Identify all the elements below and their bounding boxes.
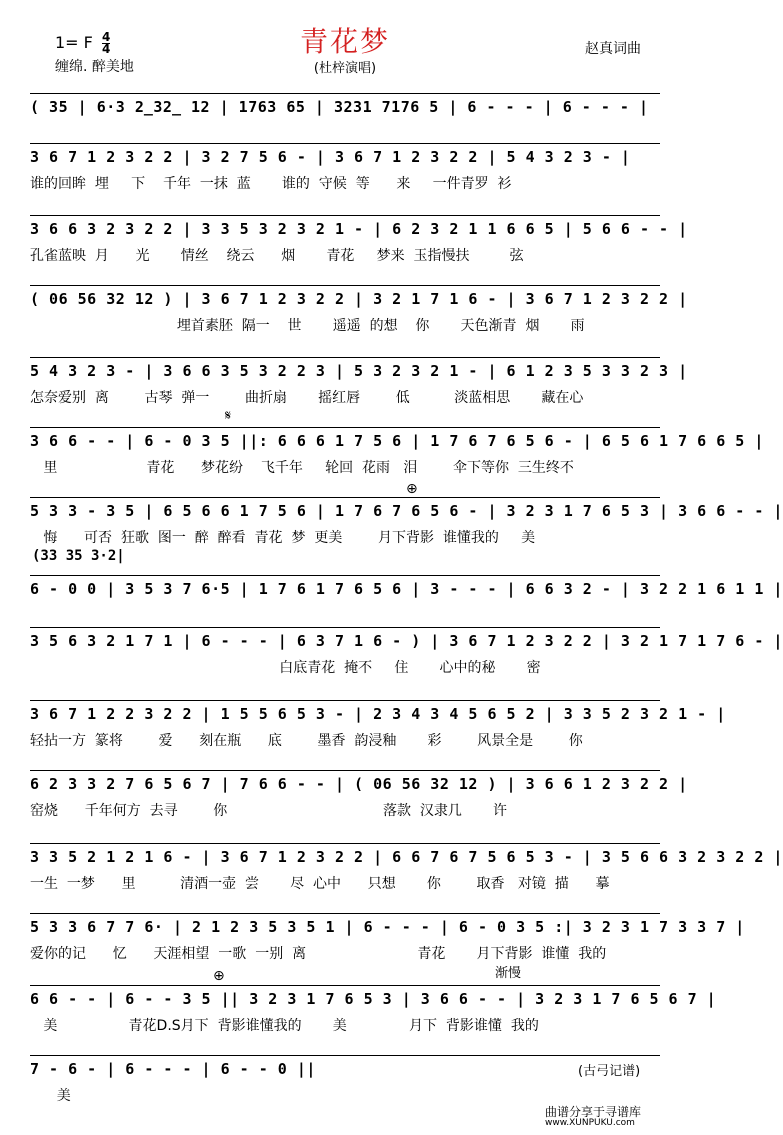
score-row	[30, 913, 745, 963]
song-title: 青花梦	[299, 25, 390, 58]
score-row	[30, 575, 783, 625]
lyric-line	[30, 605, 660, 625]
notation-line: ( 35 | 6·3 2̲32̲ 12 | 1763 65 | 3231 7176 5 | 6 - - - | 6 - - - |	[30, 93, 660, 120]
meter-bottom: 4	[101, 42, 111, 56]
lyric-line: 里 青花 梦花纷 飞千年 轮回 花雨 泪 伞下等你 三生终不	[30, 460, 574, 476]
site-text: 曲谱分享于寻谱库	[545, 1105, 642, 1119]
jianman-mark: 渐慢	[495, 966, 522, 981]
score-row	[30, 627, 783, 677]
score-row	[30, 285, 688, 335]
lyric-line: 怎奈爱别 离 古琴 弹一 曲折扇 摇红唇 低 淡蓝相思 藏在心	[30, 390, 584, 406]
notation-line: 3 6 7 1 2 3 2 2 | 3 2 7 5 6 - | 3 6 7 1 2 3 2 2 | 5 4 3 2 3 - |	[30, 143, 660, 170]
coda-mark-2: ⊕	[213, 968, 225, 984]
segno-mark: 𝄋	[225, 408, 232, 424]
singer-credit: (杜梓演唱)	[313, 61, 377, 76]
lyric-line: 孔雀蓝映 月 光 情丝 绕云 烟 青花 梦来 玉指慢扶 弦	[30, 248, 524, 264]
recorder-credit: (古弓记谱)	[578, 1064, 641, 1079]
score-row	[30, 357, 688, 407]
notation-line: 5 3 3 6 7 7 6· | 2 1 2 3 5 3 5 1 | 6 - - - | 6 - 0 3 5 :| 3 2 3 1 7 3 3 7 |	[30, 913, 660, 940]
notation-line: 3 5 6 3 2 1 7 1 | 6 - - - | 6 3 7 1 6 - ) | 3 6 7 1 2 3 2 2 | 3 2 1 7 1 7 6 - |	[30, 627, 660, 654]
lyric-line: 美 青花D.S月下 背影谁懂我的 美 月下 背影谁懂 我的	[30, 1018, 539, 1034]
score-row	[30, 215, 688, 265]
notation-line: 3 3 5 2 1 2 1 6 - | 3 6 7 1 2 3 2 2 | 6 6 7 6 7 5 6 5 3 - | 3 5 6 6 3 2 3 2 2 |	[30, 843, 660, 870]
notation-line: 3 6 6 3 2 3 2 2 | 3 3 5 3 2 3 2 1 - | 6 2 3 2 1 1 6 6 5 | 5 6 6 - - |	[30, 215, 660, 242]
notation-line: 5 4 3 2 3 - | 3 6 6 3 5 3 2 2 3 | 5 3 2 3 2 1 - | 6 1 2 3 5 3 3 2 3 |	[30, 357, 660, 384]
notation-line: 6 6 - - | 6 - - 3 5 || 3 2 3 1 7 6 5 3 | 3 6 6 - - | 3 2 3 1 7 6 5 6 7 |	[30, 985, 660, 1012]
lyric-line	[30, 123, 660, 143]
meter-top: 4	[101, 30, 111, 44]
notation-line: 6 2 3 3 2 7 6 5 6 7 | 7 6 6 - - | ( 06 56 32 12 ) | 3 6 6 1 2 3 2 2 |	[30, 770, 660, 797]
notation-line: 5 3 3 - 3 5 | 6 5 6 6 1 7 5 6 | 1 7 6 7 6 5 6 - | 3 2 3 1 7 6 5 3 | 3 6 6 - - |	[30, 497, 660, 524]
notation-line: 7 - 6 - | 6 - - - | 6 - - 0 ||	[30, 1055, 660, 1082]
notation-line: ( 06 56 32 12 ) | 3 6 7 1 2 3 2 2 | 3 2 1 7 1 6 - | 3 6 7 1 2 3 2 2 |	[30, 285, 660, 312]
key-label: 1= F	[55, 33, 93, 52]
lyric-line: 爱你的记 忆 天涯相望 一歌 一别 离 青花 月下背影 谁懂 我的	[30, 946, 607, 962]
composer-credit: 赵真词曲	[585, 41, 641, 57]
score-row	[30, 143, 660, 193]
coda-mark: ⊕	[406, 481, 418, 497]
score-row	[30, 1055, 660, 1105]
score-row	[30, 770, 688, 820]
score-row	[30, 93, 660, 143]
lyric-line: 轻拈一方 篆将 爱 刻在瓶 底 墨香 韵浸釉 彩 风景全是 你	[30, 733, 583, 749]
lyric-line: 美	[30, 1088, 71, 1104]
site-url: www.XUNPUKU.com	[545, 1118, 635, 1128]
lyric-line: 谁的回眸 埋 下 千年 一抹 蓝 谁的 守候 等 来 一件青罗 衫	[30, 176, 512, 192]
lyric-line: 一生 一梦 里 清酒一壶 尝 尽 心中 只想 你 取香 对镜 描 摹	[30, 876, 610, 892]
notation-line: 3 6 6 - - | 6 - 0 3 5 ||: 6 6 6 1 7 5 6 | 1 7 6 7 6 5 6 - | 6 5 6 1 7 6 6 5 |	[30, 427, 660, 454]
expression-mark: 缠绵. 醉美地	[55, 59, 134, 75]
lyric-line: 悔 可否 狂歌 图一 醉 醉看 青花 梦 更美 月下背影 谁懂我的 美	[30, 530, 536, 546]
score-row	[30, 700, 726, 750]
score-row	[30, 497, 783, 547]
pre-row-notes: (33 35 3·2|	[32, 548, 125, 564]
score-row	[30, 427, 764, 477]
lyric-line: 白底青花 掩不 住 心中的秘 密	[30, 660, 541, 676]
notation-line: 3 6 7 1 2 2 3 2 2 | 1 5 5 6 5 3 - | 2 3 4 3 4 5 6 5 2 | 3 3 5 2 3 2 1 - |	[30, 700, 660, 727]
lyric-line: 埋首素胚 隔一 世 遥遥 的想 你 天色渐青 烟 雨	[30, 318, 585, 334]
lyric-line: 窑烧 千年何方 去寻 你 落款 汉隶几 许	[30, 803, 508, 819]
score-row	[30, 843, 783, 893]
score-row	[30, 985, 717, 1035]
notation-line: 6 - 0 0 | 3 5 3 7 6·5 | 1 7 6 1 7 6 5 6 | 3 - - - | 6 6 3 2 - | 3 2 2 1 6 1 1 |	[30, 575, 660, 602]
